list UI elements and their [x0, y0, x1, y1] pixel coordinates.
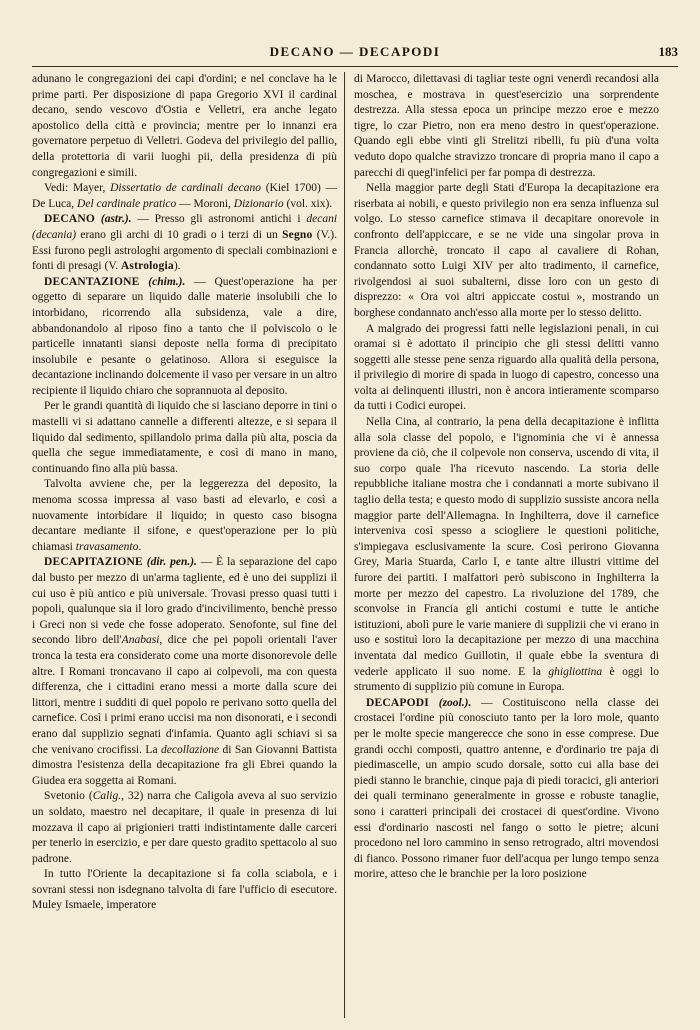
paragraph-decantazione-2: Per le grandi quantità di liquido che si lasciano deporre in tini o mastelli vi si adattano cannelle a differenti altezze, e si separa il liquido dal sedimento, spillandolo prima dalla più alta, poscia da quella che segue immediatamente, e così di mano in mano, continuando fino alla più bassa.	[32, 400, 337, 475]
paragraph-decano-end: adunano le congregazioni dei capi d'ordini; e nel conclave ha le prime parti. Per disposizione di papa Gregorio XVI il cardinal decano, sendo vescovo d'Ostia e Velletri, era anche legato apostolico della città e provincia; mentre per lo innanzi era governatore perpetuo di Velletri. Godeva del privilegio del pallio, della protettoria di varii luoghi pii, della presidenza di più congregazioni e simili.	[32, 73, 337, 179]
entry-decano-astr: DECANO (astr.). — Presso gli astronomi antichi i decani (decania) erano gli archi di 10 gradi o i terzi di un Segno (V.). Essi furono pegli astrologhi argomento di speciali combinazioni e fonti di presagi (V. Astrologia).	[32, 213, 337, 273]
paragraph-oriente: In tutto l'Oriente la decapitazione si fa colla sciabola, e i sovrani stessi non isdegnano talvolta di fare l'ufficio di esecutore. Muley Ismaele, imperatore	[32, 868, 337, 912]
entry-decapitazione: DECAPITAZIONE (dir. pen.). — È la separazione del capo dal busto per mezzo di un'arma tagliente, ed è uno dei supplizi il cui uso è più antico e più universale. Trovasi presso quasi tutti i popoli, qualunque sia il loro grado d'incivilimento, benchè presso i Greci non si vede che fosse adoperato. Senofonte, sul fine del secondo libro dell'Anabasi, dice che pei popoli orientali l'aver tronca la testa era considerato come una morte disonorevole delle altre. I Romani troncavano il capo ai colpevoli, ma con questa differenza, che i cittadini erano messi a morte dalla scure dei littori, mentre i sudditi di quel popolo re perivano sotto quella del carnefice. Così i primi erano uccisi ma non disonorati, e i secondi erano dal supplizio segnati d'infamia. Quanto agli schiavi si sa che venivano crocifissi. La decollazione di San Giovanni Battista dimostra l'esistenza della decapitazione fra gli Ebrei quando la Giudea era soggetta ai Romani.	[32, 556, 337, 787]
paragraph-decano-refs: Vedi: Mayer, Dissertatio de cardinali decano (Kiel 1700) — De Luca, Del cardinale pratico — Moroni, Dizionario (vol. xix).	[32, 182, 337, 210]
paragraph-svetonio: Svetonio (Calig., 32) narra che Caligola aveva al suo servizio un soldato, maestro nel decapitare, il quale in presenza di lui mozzava il capo ai prigionieri tratti indistintamente dalle carceri per tenerlo in esercizio, e per dare questo gradito spettacolo al suo padrone.	[32, 790, 337, 865]
running-head	[32, 44, 678, 62]
headword: DECANTAZIONE	[44, 275, 140, 288]
column-divider	[344, 72, 345, 1018]
page-number: 183	[658, 44, 678, 59]
entry-decantazione: DECANTAZIONE (chim.). — Quest'operazione ha per oggetto di separare un liquido dalle materie insolubili che lo intorbidano, ricorrendo alla subsidenza, vale a dire, abbandonandolo al riposo fino a tanto che il polviscolo o le particelle innatanti siansi deposte nella forma di precipitato insolubile e pesante o gelatinoso. Allora si eseguisce la decantazione inclinando dolcemente il vaso per versare in un altro recipiente il liquido chiaro che soprannuota al deposito.	[32, 275, 337, 397]
paragraph-decantazione-3: Talvolta avviene che, per la leggerezza del deposito, la menoma scossa impressa al vaso basti ad elevarlo, e così a nuovamente intorbidare il liquido; in questo caso bisogna decantare mediante il sifone, e quest'operazione per lo più chiamasi travasamento.	[32, 478, 337, 553]
header-rule	[32, 66, 678, 67]
paragraph-marocco: di Marocco, dilettavasi di tagliar teste ogni venerdì recandosi alla moschea, e mostrava in quest'esercizio una sorprendente destrezza. Alla stessa epoca un principe mezzo eroe e mezzo tigre, lo czar Pietro, non era meno destro in quest'operazione. Quando egli ebbe vinti gli Strelitzi ribelli, fu più d'una volta veduto dopo qualche stravizzo troncare di propria mano il capo a parecchi di quegl'infelici per far pompa di destrezza.	[354, 73, 659, 179]
entry-decapodi: DECAPODI (zool.). — Costituiscono nella classe dei crostacei l'ordine più conosciuto tanto per la loro mole, quanto per le molte specie mangerecce che sono in esse comprese. Due grandi occhi composti, quattro antenne, e d'ordinario tre paja di piedimascelle, un ampio scudo dorsale, sotto cui alla base dei piedi stanno le branchie, cinque paja di piedi toracici, gli anteriori dei quali terminano generalmente in grosse e robuste tanaglie, sono i caratteri principali dei crostacei di quest'ordine. Vivono essi d'ordinario nascosti nel fango o sotto le pietre; alcuni procedono nel loro cammino in senso retrogrado, altri movendosi di fianco. Possono rimaner fuor dell'acqua per lungo tempo senza morire, atteso che le branchie per la loro posizione	[354, 696, 659, 881]
headword: DECANO	[44, 213, 96, 226]
headword: DECAPITAZIONE	[44, 556, 143, 569]
page-title: DECANO — DECAPODI	[269, 44, 441, 59]
headword: DECAPODI	[366, 696, 429, 709]
left-column	[32, 72, 337, 1020]
paragraph-cina: Nella Cina, al contrario, la pena della decapitazione è inflitta alla sola classe del popolo, e l'ignominia che vi è annessa proviene da ciò, che il colpevole non conserva, uscendo di vita, il suo corpo quale l'ha ricevuto nascendo. La storia delle repubbliche italiane mostra che i condannati a morte subivano il taglio della testa; e questo modo di supplizio sussiste ancora nella maggior parte dell'Allemagna. In Inghilterra, dove il carnefice interveniva così spesso a sciogliere le questioni politiche, s'impiegava esclusivamente la scure. Così perirono Giovanna Grey, Maria Stuarda, Carlo I, e tante altre illustri vittime del furore dei partiti. I malfattori però subiscono in Inghilterra la morte per mezzo del capestro. La rivoluzione del 1789, che sconvolse in Francia gli antichi costumi e tutte le antiche istituzioni, abolì pure le varie maniere di supplizii che vi erano in uso e sostituì loro la decapitazione per mezzo di una macchina inventata dal medico Guillotin, il quale ebbe la sventura di vederle applicato il suo nome. E la ghigliottina è oggi lo strumento di supplizio più comune in Europa.	[354, 416, 659, 694]
right-column	[354, 72, 659, 1020]
paragraph-europa: Nella maggior parte degli Stati d'Europa la decapitazione era riserbata ai nobili, e questo privilegio non era senza influenza sul volgo. Lo stesso carnefice stimava il decapitare onorevole in confronto dell'appiccare, e se ne vide una singolar prova in Francia allorchè, troncato il capo al cavaliere di Rohan, condannato sotto Luigi XIV per alto tradimento, il carnefice, rivolgendosi ai suoi subalterni, disse loro con un gesto di disprezzo: « Ora voi altri appiccate costui », mostrando un borghese condannato anch'esso alla morte per lo stesso delitto.	[354, 182, 659, 319]
paragraph-legislazioni: A malgrado dei progressi fatti nelle legislazioni penali, in cui oramai si è adottato il principio che gli stessi delitti vanno soggetti alle stesse pene senza riguardo alla qualità della persona, il privilegio di morire di spada in luogo di capestro, concesso una volta ai delinquenti illustri, non è ancora intieramente scomparso da tutti i Codici europei.	[354, 322, 659, 413]
